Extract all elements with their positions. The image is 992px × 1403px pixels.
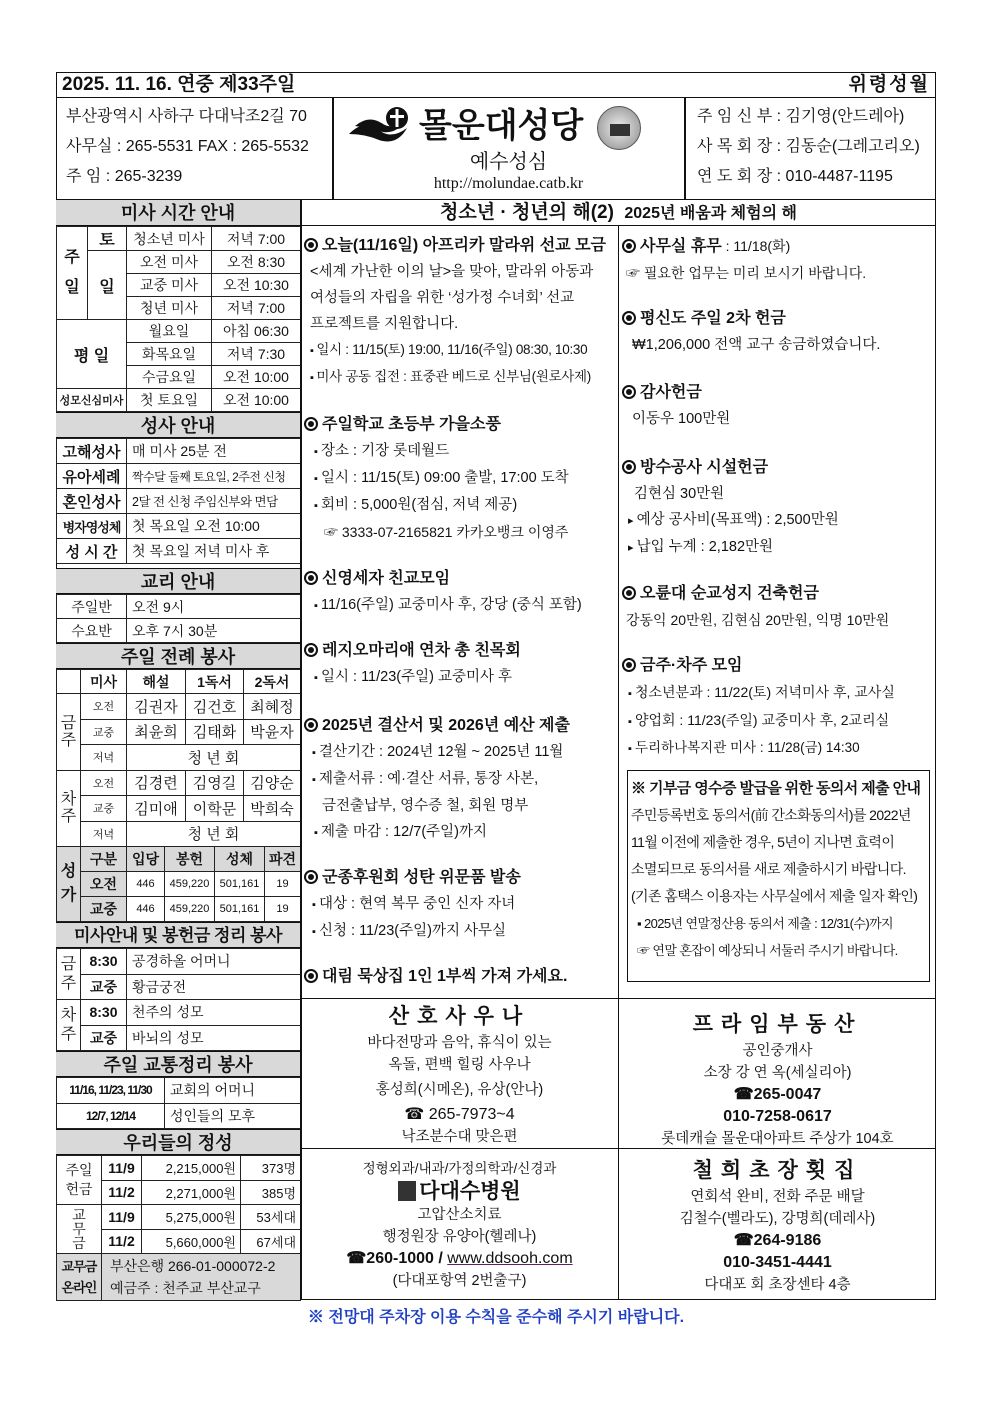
weekday-label: 평 일 [57, 320, 127, 389]
sacraments-rows-1-1: 짝수달 둘째 토요일, 2주전 신청 [127, 464, 301, 489]
church-logo-icon [347, 104, 417, 148]
liturgy-rows_this-1-3: 박윤자 [244, 719, 301, 745]
mass-rows-2-0: 교중 미사 [127, 274, 212, 297]
offerings-rows-2-2: 53세대 [241, 1205, 301, 1230]
mass-marian: 성모신심미사 [57, 389, 127, 412]
ushers-rows-1-1: 황금궁전 [127, 974, 301, 1000]
ads-sauna-lines-0: 바다전망과 음악, 휴식이 있는 [367, 1035, 552, 1051]
title-sub: 2025년 배움과 체험의 해 [624, 205, 797, 222]
liturgy-cols-0: 미사 [81, 670, 127, 694]
address: 부산광역시 사하구 다대낙조2길 70 [66, 108, 307, 125]
sacraments-rows-4-0: 성 시 간 [57, 539, 127, 564]
middle-0-lines-0: <세계 가난한 이의 날>을 맞아, 말라위 아동과 [310, 264, 594, 280]
ushers-rows-2-0: 8:30 [81, 1000, 127, 1026]
liturgy-rows_this-0-3: 최혜정 [244, 694, 301, 720]
traffic-table [56, 1077, 301, 1129]
mass-rows-5-0: 화목요일 [127, 343, 212, 366]
right-5-title: 금주·차주 모임 [640, 657, 743, 674]
middle-3-title: 레지오마리애 연차 총 친목회 [322, 642, 521, 659]
hymns-rows-1-3: 501,161 [215, 897, 265, 922]
liturgy-rows_this-2-0: 저녁 [81, 745, 127, 771]
title-main: 청소년 · 청년의 해(2) [440, 202, 614, 223]
liturgical-month: 위령성월 [848, 74, 930, 95]
middle-0-lines-1: 여성들의 자립을 위한 ‘성가정 수녀회’ 선교 [310, 290, 575, 306]
hospital-website-link[interactable]: www.ddsooh.com [447, 1250, 573, 1267]
bullet-circle-icon [622, 239, 636, 253]
middle-6-title: 대림 묵상집 1인 1부씩 가져 가세요. [322, 968, 568, 985]
right-5-bullets-2: ▪ 두리하나복지관 미사 : 11/28(금) 14:30 [622, 735, 895, 762]
offerings-rows-2-0: 11/9 [102, 1205, 142, 1230]
ads-sauna-phone: ☎ 265-7973~4 [404, 1106, 515, 1123]
church-logo-block [333, 98, 684, 200]
offerings-rows-3-0: 11/2 [102, 1229, 142, 1254]
right-2-title: 감사헌금 [640, 384, 702, 401]
middle-5-bullets-0: ▪ 대상 : 현역 복무 중인 신자 자녀 [304, 891, 521, 918]
right-0-title: 사무실 휴무 [640, 238, 722, 255]
liturgy-rows_next-1-0: 교중 [81, 796, 127, 822]
middle-0-bullets-0: ▪ 일시 : 11/15(토) 19:00, 11/16(주일) 08:30, 10:30 [304, 337, 606, 364]
church-name: 몰운대성당 [419, 107, 584, 145]
notice-lines-2: 소멸되므로 동의서를 새로 제출하시기 바랍니다. [631, 861, 906, 877]
ushers-this_week: 금주 [57, 949, 81, 1000]
ushers-rows-0-1: 공경하올 어머니 [127, 949, 301, 975]
liturgy-rows_this-0-0: 오전 [81, 694, 127, 720]
traffic-rows-1-0: 12/7, 12/14 [57, 1103, 165, 1129]
bullet-circle-icon [304, 571, 318, 585]
notice-thanksgiving-offering [622, 380, 730, 432]
notice-waterproofing-fund [622, 455, 839, 561]
right-3-lines-0: 김현심 30만원 [634, 486, 725, 502]
ad-realty [619, 1010, 936, 1150]
offerings-rows-0-2: 373명 [241, 1156, 301, 1181]
liturgy-rows_next-0-1: 김경련 [127, 770, 186, 796]
ads-restaurant-mobile: 010-3451-4441 [723, 1254, 832, 1271]
middle-1-bullets-1: ▪ 일시 : 11/15(토) 09:00 출발, 17:00 도착 [304, 465, 569, 492]
ads-realty-lines-1: 소장 강 연 옥(세실리아) [703, 1065, 852, 1081]
traffic-rows-1-1: 성인들의 모후 [165, 1103, 301, 1129]
ads-hospital-loc: (다대포항역 2번출구) [392, 1273, 527, 1289]
hymns-rows-0-2: 459,220 [165, 872, 215, 897]
offerings-rows-1-2: 385명 [241, 1180, 301, 1205]
offerings-rows-2-1: 5,275,000원 [142, 1205, 241, 1230]
notice-advent-booklet [304, 964, 567, 990]
mass-sun_day: 일 [88, 251, 127, 320]
ushers-rows-0-0: 8:30 [81, 949, 127, 975]
middle-3-bullets-0: ▪ 일시 : 11/23(주일) 교중미사 후 [304, 664, 521, 691]
ad-sauna [301, 1002, 618, 1148]
staff-prayer-president: 연 도 회 장 : 010-4487-1195 [697, 168, 893, 185]
bullet-circle-icon [304, 417, 318, 431]
bulletin-header [56, 72, 936, 98]
middle-5-title: 군종후원회 성탄 위문품 발송 [322, 869, 521, 886]
ushers-table [56, 948, 301, 1051]
liturgy-cols-3: 2독서 [244, 670, 301, 694]
mass-rows-3-1: 저녁 7:00 [212, 297, 301, 320]
notice-neophyte-gathering [304, 566, 582, 619]
middle-1-bullets-0: ▪ 장소 : 기장 롯데월드 [304, 438, 569, 465]
middle-1-title: 주일학교 초등부 가을소풍 [322, 416, 501, 433]
mass-sat: 토 [88, 227, 127, 251]
mass-rows-6-0: 수금요일 [127, 366, 212, 389]
mass-rows-7-0: 첫 토요일 [127, 389, 212, 412]
right-0-note: ☞ 필요한 업무는 미리 보시기 바랍니다. [626, 265, 867, 281]
mass-rows-1-0: 오전 미사 [127, 251, 212, 274]
offerings-rows-1-0: 11/2 [102, 1180, 142, 1205]
ads-realty-loc: 롯데캐슬 몰운대아파트 주상가 104호 [661, 1131, 894, 1147]
notice-lines-0: 주민등록번호 동의서(前 간소화동의서)를 2022년 [631, 807, 911, 823]
ads-sauna-lines-1: 옥돌, 편백 힐링 사우나 [388, 1057, 531, 1073]
right-0-inline: : 11/18(화) [721, 238, 791, 254]
liturgy-rows_next-2-0: 저녁 [81, 821, 127, 847]
offerings-rows-3-2: 67세대 [241, 1229, 301, 1254]
liturgy-rows_this-0-2: 김건호 [186, 694, 244, 720]
notice-shrine-building-fund [622, 581, 889, 633]
ushers-rows-3-1: 바뇌의 성모 [127, 1025, 301, 1051]
liturgy-rows_this-0-1: 김권자 [127, 694, 186, 720]
parking-notice: ※ 전망대 주차장 이용 수칙을 준수해 주시기 바랍니다. [307, 1309, 685, 1326]
liturgy-rows_next-0-3: 김양순 [244, 770, 301, 796]
ads-restaurant-name: 철희초장횟집 [692, 1159, 863, 1182]
notice-lines-1: 11월 이전에 제출한 경우, 5년이 지나면 효력이 [631, 834, 895, 850]
offerings-rows-0-0: 11/9 [102, 1156, 142, 1181]
hymns-cols-2: 봉헌 [165, 847, 215, 872]
ads-hospital-name: 다대수병원 [419, 1180, 521, 1203]
notice-legio-mariae [304, 638, 521, 691]
offerings-dues_label: 교무금 [57, 1205, 102, 1254]
notice-office-closed [622, 233, 866, 286]
ad-restaurant [619, 1156, 936, 1296]
liturgy-rows_this-1-1: 최윤희 [127, 719, 186, 745]
sacraments-rows-1-0: 유아세례 [57, 464, 127, 489]
ad-hospital: 정형외과/내과/가정의학과/신경과 다대수병원 고압산소치료 행정원장 유양아(헬레나) ☎260-1000 / www.ddsooh.com (다대포항역 2번출구) [301, 1158, 618, 1292]
bulletin-date: 2025. 11. 16. 연중 제33주일 [62, 74, 296, 95]
offerings-rows-0-1: 2,215,000원 [142, 1156, 241, 1181]
right-3-tris-1: ▸ 납입 누계 : 2,182만원 [622, 534, 839, 561]
offerings-rows-1-1: 2,271,000원 [142, 1180, 241, 1205]
middle-4-cont: 금전출납부, 영수증 철, 회원 명부 [322, 798, 529, 814]
right-4-title: 오륜대 순교성지 건축헌금 [640, 585, 819, 602]
ads-restaurant-lines-1: 김철수(벨라도), 강명희(데레사) [679, 1211, 876, 1227]
offerings-table [56, 1155, 301, 1301]
sacraments-table [56, 438, 301, 564]
bullet-circle-icon [304, 969, 318, 983]
sacraments-heading: 성사 안내 [56, 412, 300, 438]
right-5-bullets-0: ▪ 청소년분과 : 11/22(토) 저녁미사 후, 교사실 [622, 679, 895, 707]
right-5-bullets-1: ▪ 양업회 : 11/23(주일) 교중미사 후, 2교리실 [622, 707, 895, 735]
pastor-phone: 주 임 : 265-3239 [66, 168, 183, 185]
offerings-online_label: 교무금온라인 [57, 1254, 102, 1301]
mass-rows-4-1: 아침 06:30 [212, 320, 301, 343]
theme-title [300, 200, 936, 226]
ads-sauna-loc: 낙조분수대 맞은편 [401, 1129, 518, 1145]
staff-pastor: 주 임 신 부 : 김기영(안드레아) [697, 108, 905, 125]
middle-2-bullets-0: ▪ 11/16(주일) 교중미사 후, 강당 (중식 포함) [304, 592, 582, 619]
notice-title: ※ 기부금 영수증 발급을 위한 동의서 제출 안내 [631, 780, 921, 797]
bullet-circle-icon [622, 658, 636, 672]
liturgy-rows_this-2-1: 청 년 회 [127, 745, 301, 771]
ads-restaurant-loc: 다대포 회 초장센타 4층 [704, 1277, 851, 1293]
middle-1-note: ☞ 3333-07-2165821 카카오뱅크 이영주 [324, 524, 569, 540]
ads-hospital-lines-0: 고압산소치료 [417, 1207, 502, 1223]
liturgy-heading: 주일 전례 봉사 [56, 643, 300, 669]
right-1-lines-0: ₩1,206,000 전액 교구 송금하였습니다. [632, 337, 881, 353]
catechism-table [56, 594, 301, 643]
notice-school-picnic [304, 412, 569, 545]
account-holder: 예금주 : 천주교 부산교구 [110, 1280, 261, 1296]
mass-rows-2-1: 오전 10:30 [212, 274, 301, 297]
bullet-circle-icon [622, 586, 636, 600]
hymns-rows-1-4: 19 [265, 897, 301, 922]
sacraments-rows-0-0: 고해성사 [57, 439, 127, 464]
liturgy-rows_next-0-2: 김영길 [186, 770, 244, 796]
hymns-rows-0-1: 446 [127, 872, 165, 897]
liturgy-rows_this-1-2: 김태화 [186, 719, 244, 745]
liturgy-rows_next-1-3: 박희숙 [244, 796, 301, 822]
hymns-rows-0-4: 19 [265, 872, 301, 897]
catechism-rows-1-1: 오후 7시 30분 [127, 619, 301, 643]
notice-lay-sunday-collection [622, 306, 880, 358]
bullet-circle-icon [622, 311, 636, 325]
liturgy-table [56, 669, 301, 847]
liturgy-rows_this-1-0: 교중 [81, 719, 127, 745]
staff-council-president: 사 목 회 장 : 김동순(그레고리오) [697, 138, 920, 155]
notice-budget-submission [304, 713, 570, 846]
liturgy-rows_next-1-2: 이학문 [186, 796, 244, 822]
sacraments-rows-0-1: 매 미사 25분 전 [127, 439, 301, 464]
staff-list [685, 98, 936, 200]
mass-rows-1-1: 오전 8:30 [212, 251, 301, 274]
middle-5-bullets-1: ▪ 신청 : 11/23(주일)까지 사무실 [304, 918, 521, 945]
middle-0-lines-2: 프로젝트를 지원합니다. [310, 316, 459, 332]
liturgy-next_week: 차주 [57, 770, 81, 847]
right-2-lines-0: 이동우 100만원 [632, 411, 731, 427]
hymns-cols-3: 성체 [215, 847, 265, 872]
ushers-rows-1-0: 교중 [81, 974, 127, 1000]
bullet-circle-icon [622, 385, 636, 399]
catechism-rows-1-0: 수요반 [57, 619, 127, 643]
mass-rows-3-0: 청년 미사 [127, 297, 212, 320]
hymns-label: 성가 [57, 847, 81, 922]
right-3-title: 방수공사 시설헌금 [640, 459, 769, 476]
hymns-rows-1-0: 교중 [81, 897, 127, 922]
offerings-rows-3-1: 5,660,000원 [142, 1229, 241, 1254]
bullet-circle-icon [304, 238, 318, 252]
liturgy-rows_next-1-1: 김미애 [127, 796, 186, 822]
ads-realty-phone: ☎265-0047 [733, 1086, 822, 1103]
bullet-circle-icon [304, 643, 318, 657]
notice-lines-3: (기존 홈택스 이용자는 사무실에서 제출 일자 확인) [631, 888, 918, 904]
offerings-sunday_label: 주일헌금 [57, 1156, 102, 1205]
donation-receipt-notice [627, 770, 930, 982]
middle-4-title: 2025년 결산서 및 2026년 예산 제출 [322, 717, 570, 734]
ads-realty-mobile: 010-7258-0617 [723, 1108, 832, 1125]
ads-hospital-depts: 정형외과/내과/가정의학과/신경과 [362, 1161, 557, 1176]
mass-rows-7-1: 오전 10:00 [212, 389, 301, 412]
ads-hospital-lines-1: 행정원장 유양아(헬레나) [382, 1229, 537, 1245]
sunday-label: 주일 [57, 227, 88, 320]
notice-meetings [622, 653, 895, 762]
ads-sauna-lines-2: 홍성희(시메온), 유상(안나) [375, 1082, 544, 1098]
right-1-title: 평신도 주일 2차 헌금 [640, 310, 786, 327]
hymns-rows-1-1: 446 [127, 897, 165, 922]
bullet-circle-icon [622, 460, 636, 474]
hymns-table [56, 846, 301, 922]
catechism-rows-0-1: 오전 9시 [127, 595, 301, 619]
mass-times-heading: 미사 시간 안내 [56, 200, 300, 226]
hymns-cols-0: 구분 [81, 847, 127, 872]
mass-rows-0-0: 청소년 미사 [127, 227, 212, 251]
notice-malawi-mission [304, 233, 606, 391]
bank-account: 부산은행 266-01-000072-2 [110, 1258, 276, 1274]
notice-military-gifts [304, 865, 521, 945]
sacraments-rows-3-0: 병자영성체 [57, 514, 127, 539]
bullet-circle-icon [304, 718, 318, 732]
church-url[interactable]: http://molundae.catb.kr [433, 175, 584, 192]
middle-1-bullets-2: ▪ 회비 : 5,000원(점심, 저녁 제공) [304, 492, 569, 519]
church-building-icon [597, 106, 641, 150]
mass-rows-5-1: 저녁 7:30 [212, 343, 301, 366]
sacraments-rows-2-0: 혼인성사 [57, 489, 127, 514]
mass-rows-0-1: 저녁 7:00 [212, 227, 301, 251]
church-contact [56, 98, 332, 200]
ushers-next_week: 차주 [57, 1000, 81, 1051]
mass-rows-6-1: 오전 10:00 [212, 366, 301, 389]
ushers-rows-3-0: 교중 [81, 1025, 127, 1051]
mass-rows-4-0: 월요일 [127, 320, 212, 343]
ads-restaurant-phone: ☎264-9186 [733, 1232, 822, 1249]
hospital-logo-icon [398, 1181, 416, 1201]
middle-4-bullets-0: ▪ 결산기간 : 2024년 12월 ~ 2025년 11월 [304, 739, 570, 766]
office-phone: 사무실 : 265-5531 FAX : 265-5532 [66, 138, 309, 155]
traffic-heading: 주일 교통정리 봉사 [56, 1051, 300, 1077]
hymns-rows-1-2: 459,220 [165, 897, 215, 922]
ads-realty-lines-0: 공인중개사 [742, 1043, 813, 1059]
liturgy-cols-2: 1독서 [186, 670, 244, 694]
sacraments-rows-2-1: 2달 전 신청 주임신부와 면담 [127, 489, 301, 514]
sacraments-rows-4-1: 첫 목요일 저녁 미사 후 [127, 539, 301, 564]
hymns-rows-0-3: 501,161 [215, 872, 265, 897]
liturgy-rows_next-2-1: 청 년 회 [127, 821, 301, 847]
ads-sauna-name: 산호사우나 [388, 1005, 531, 1028]
middle-4-bullets-2: ▪ 제출 마감 : 12/7(주일)까지 [304, 819, 570, 846]
catechism-rows-0-0: 주일반 [57, 595, 127, 619]
traffic-rows-0-0: 11/16, 11/23, 11/30 [57, 1078, 165, 1104]
notice-lines-5: ☞ 연말 혼잡이 예상되니 서둘러 주시기 바랍니다. [637, 943, 898, 958]
hymns-cols-1: 입당 [127, 847, 165, 872]
sacraments-rows-3-1: 첫 목요일 오전 10:00 [127, 514, 301, 539]
ushers-rows-2-1: 천주의 성모 [127, 1000, 301, 1026]
hymns-cols-4: 파견 [265, 847, 301, 872]
church-motto: 예수성심 [469, 151, 548, 173]
middle-2-title: 신영세자 친교모임 [322, 570, 451, 587]
ads-restaurant-lines-0: 연회석 완비, 전화 주문 배달 [690, 1189, 865, 1205]
middle-4-bullets-1: ▪ 제출서류 : 예·결산 서류, 통장 사본, [304, 766, 570, 793]
notice-lines-4: ▪ 2025년 연말정산용 동의서 제출 : 12/31(수)까지 [637, 916, 894, 931]
traffic-rows-0-1: 교회의 어머니 [165, 1078, 301, 1104]
bullet-circle-icon [304, 870, 318, 884]
mass-times-table [56, 226, 301, 412]
liturgy-this_week: 금주 [57, 694, 81, 771]
liturgy-cols-1: 해설 [127, 670, 186, 694]
middle-0-title: 오늘(11/16일) 아프리카 말라위 선교 모금 [322, 237, 606, 254]
right-4-lines-0: 강동익 20만원, 김현심 20만원, 익명 10만원 [626, 612, 890, 628]
middle-0-bullets-1: ▪ 미사 공동 집전 : 표중관 베드로 신부님(원로사제) [304, 364, 606, 391]
offerings-heading: 우리들의 정성 [56, 1129, 300, 1155]
right-3-tris-0: ▸ 예상 공사비(목표액) : 2,500만원 [622, 507, 839, 534]
ushers-heading: 미사안내 및 봉헌금 정리 봉사 [56, 922, 300, 948]
ads-realty-name: 프라임부동산 [692, 1013, 863, 1036]
catechism-heading: 교리 안내 [56, 568, 300, 594]
hymns-rows-0-0: 오전 [81, 872, 127, 897]
ads-hospital-phone: ☎260-1000 [346, 1250, 434, 1267]
liturgy-rows_next-0-0: 오전 [81, 770, 127, 796]
